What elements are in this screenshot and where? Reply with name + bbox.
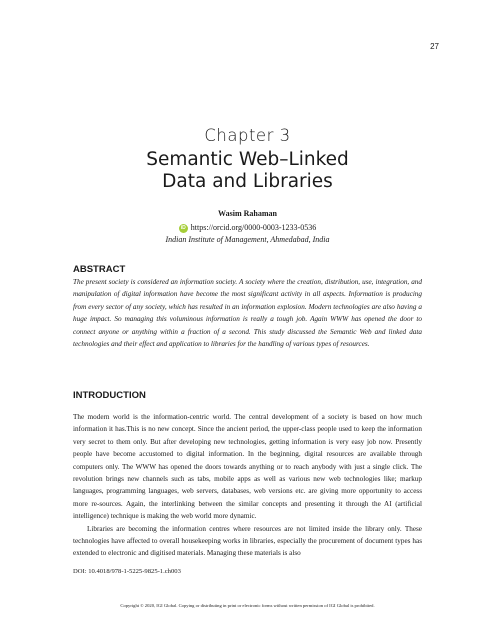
chapter-title-line-1: Semantic Web–Linked <box>146 149 349 170</box>
author-name: Wasim Rahaman <box>218 209 277 218</box>
abstract-heading: ABSTRACT <box>73 264 126 275</box>
introduction-paragraph-2: Libraries are becoming the information centres where resources are not limited inside the library only. These technologies have affected to overall housekeeping works in libraries, especially the procurement of document types has extended to electronic and digitised materials. Managing these materials is also <box>73 524 422 558</box>
orcid-icon: iD <box>180 224 186 231</box>
chapter-title-line-2: Data and Libraries <box>162 171 333 192</box>
chapter-heading <box>0 126 495 193</box>
chapter-label: Chapter 3 <box>204 126 291 145</box>
chapter-title <box>0 149 495 193</box>
author-block <box>0 208 495 247</box>
page-number: 27 <box>430 42 439 51</box>
copyright-notice: Copyright © 2020, IGI Global. Copying or distributing in print or electronic forms without written permission of IGI Global is prohibited. <box>120 603 375 608</box>
orcid-link[interactable]: https://orcid.org/0000-0003-1233-0536 <box>190 222 317 232</box>
introduction-paragraph-1: The modern world is the information-centric world. The central development of a society is based on how much information it has.This is no new concept. Since the ancient period, the upper-class people used to keep the information very secret to them only. But after developing new technologies, getting information is very easy job now. Presently people have become accustomed to digital information. In the beginning, digital resources are available through computers only. The WWW has opened the doors towards anything or to reach anybody with just a single click. The revolution brings new channels such as tabs, mobile apps as well as various new web technologies like; markup languages, programming languages, web servers, databases, web versions etc. are giving more opportunity to access more re-sources. Again, the interlinking between the similar concepts and presenting it through the AI (artificial intelligence) technique is making the web world more dynamic. <box>73 413 422 521</box>
introduction-heading: INTRODUCTION <box>73 390 146 401</box>
author-affiliation: Indian Institute of Management, Ahmedabad, India <box>165 235 330 245</box>
orcid-line <box>179 222 316 235</box>
introduction-body <box>73 411 422 560</box>
doi: DOI: 10.4018/978-1-5225-9825-1.ch003 <box>73 568 181 575</box>
abstract-text: The present society is considered an information society. A society where the creation, distribution, use, integration, and manipulation of digital information have become the most significant activity in all aspects. Information is producing from every sector of any society, which has resulted in an information explosion. Modern technologies are also having a huge impact. So managing this voluminous information is really a tough job. Again WWW has opened the door to connect anyone or anything within a fraction of a second. This study discussed the Semantic Web and linked data technologies and their effect and application to libraries for the handling of various types of resources. <box>73 278 422 349</box>
